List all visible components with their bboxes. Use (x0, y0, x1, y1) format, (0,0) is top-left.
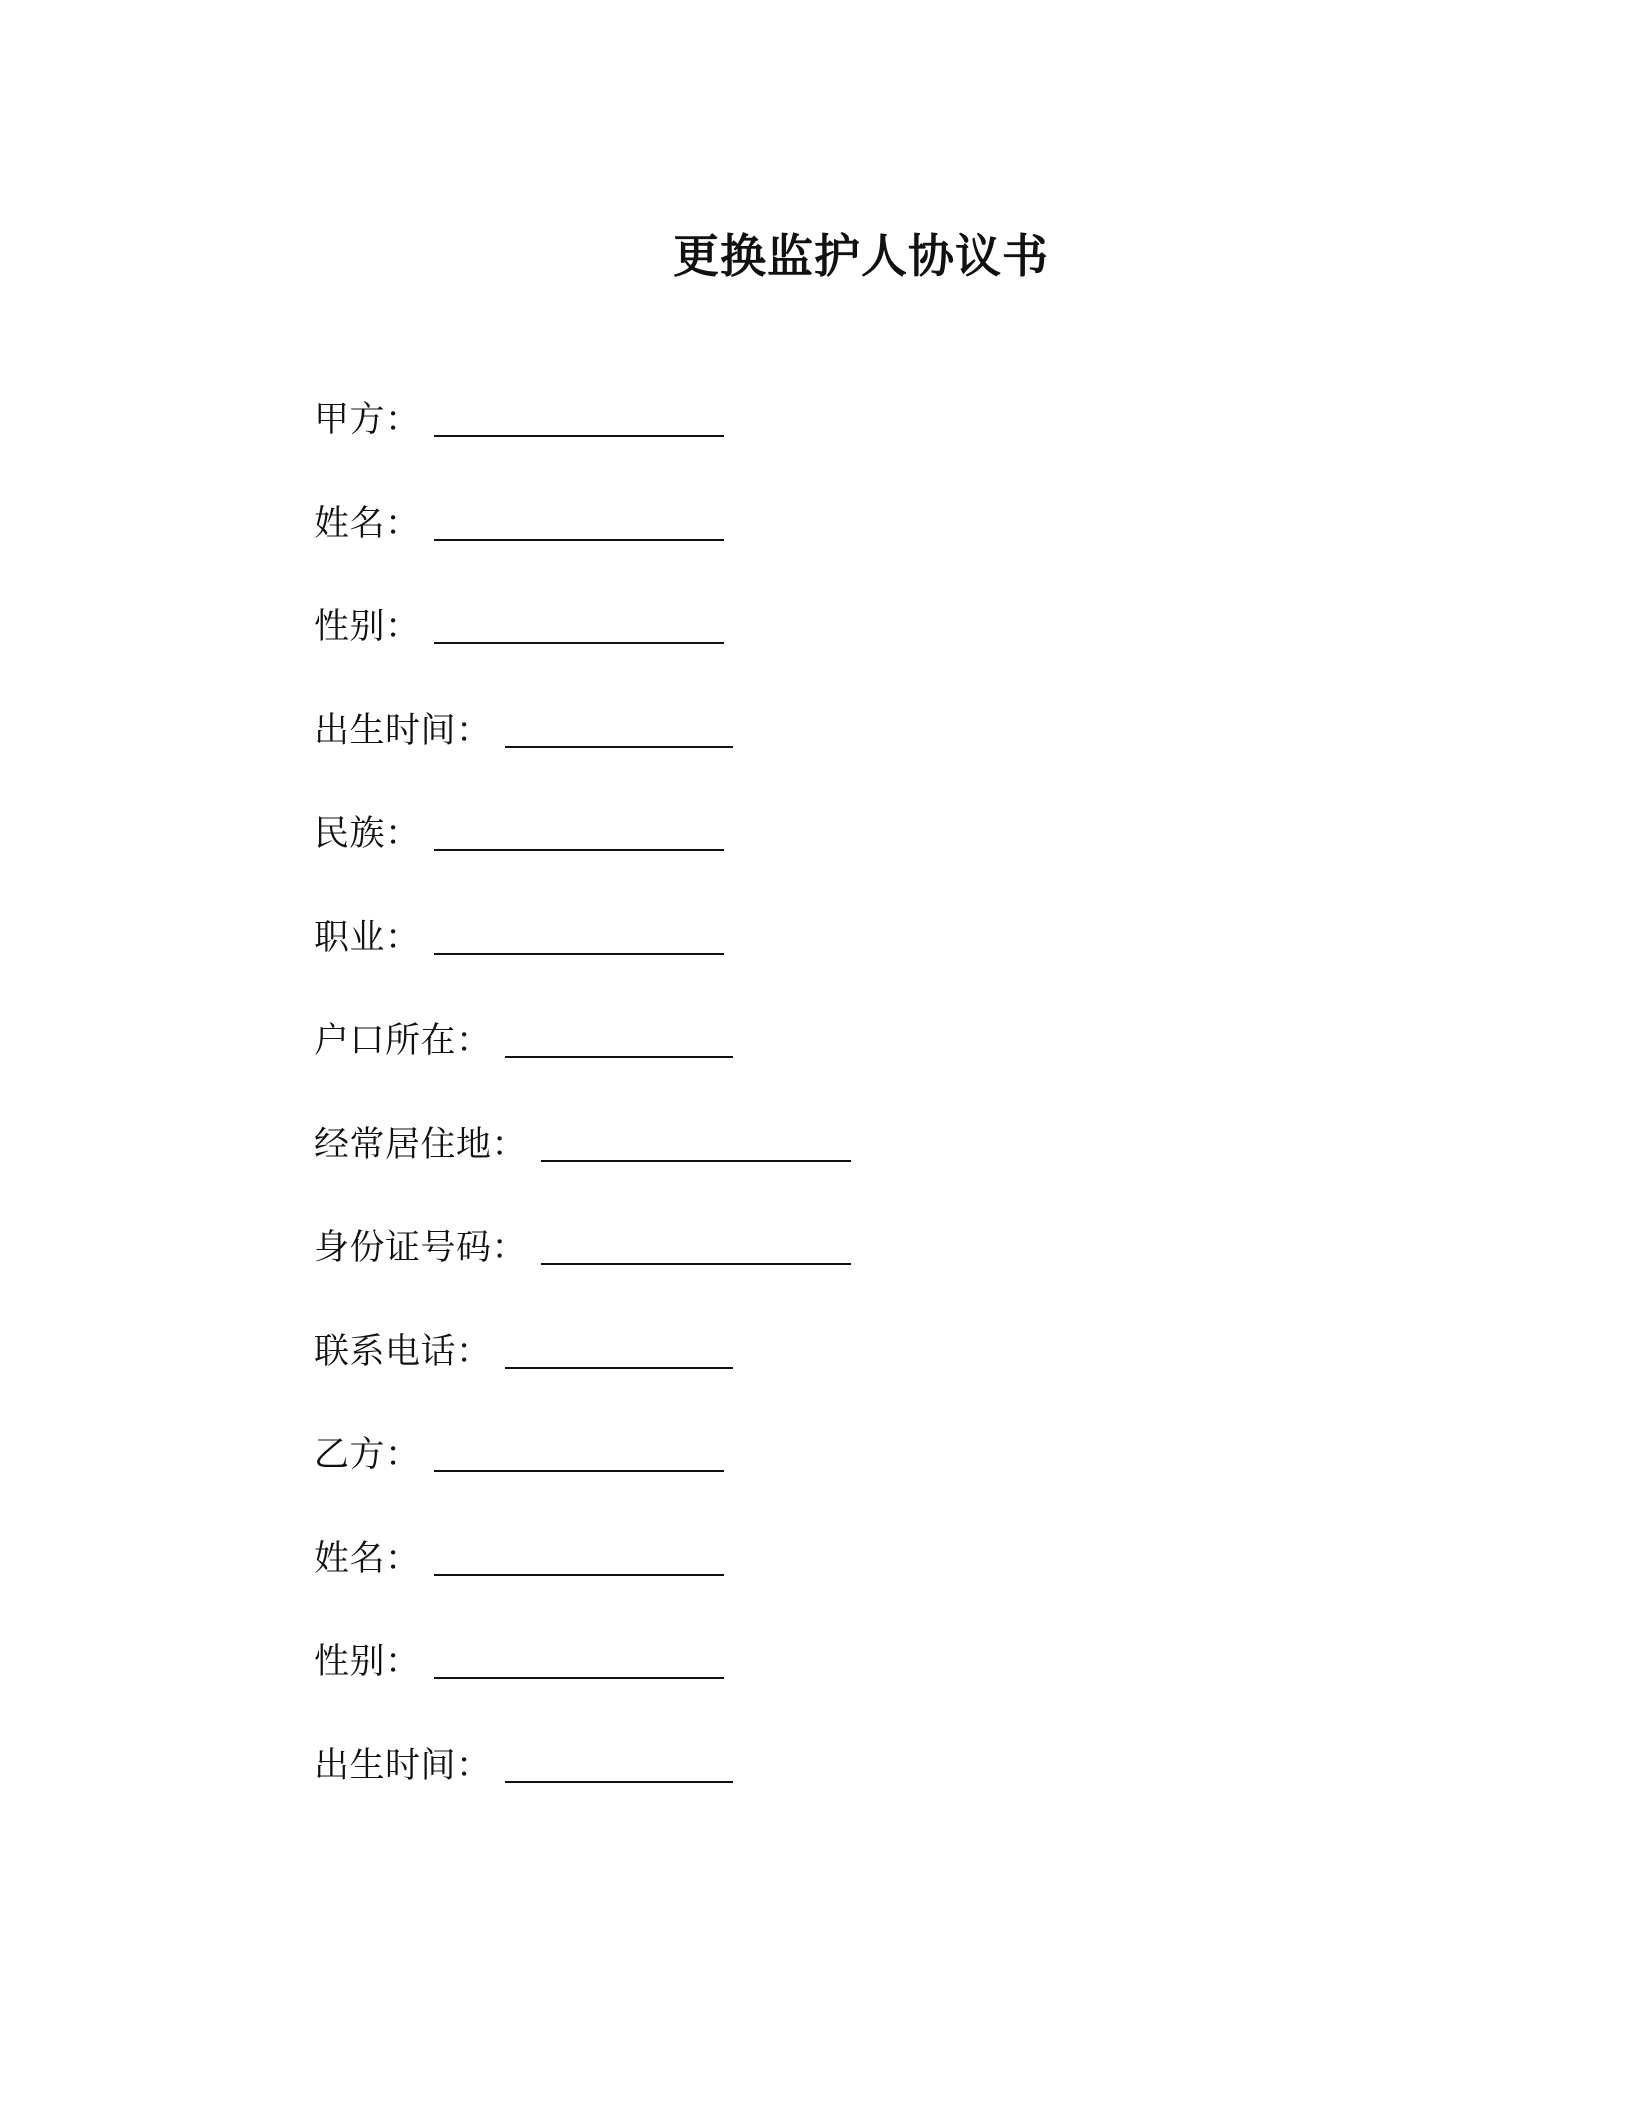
field-colon: ： (385, 400, 421, 440)
field-label: 姓名 (314, 503, 386, 544)
fill-in-blank[interactable] (505, 716, 733, 748)
field-birth-time (314, 703, 1314, 807)
field-label: 乙方 (314, 1435, 386, 1475)
fill-in-blank[interactable] (434, 1544, 724, 1576)
field-colon: ： (385, 814, 421, 854)
field-colon: ： (491, 1124, 527, 1165)
field-colon: ： (385, 1435, 421, 1475)
fill-in-blank[interactable] (434, 1647, 724, 1679)
field-name (314, 496, 1314, 600)
field-colon: ： (385, 1538, 421, 1579)
form-fields (314, 392, 1314, 1841)
fill-in-blank[interactable] (505, 1337, 733, 1369)
field-birth-time-b (314, 1738, 1314, 1842)
fill-in-blank[interactable] (434, 819, 724, 851)
field-label: 联系电话 (314, 1331, 457, 1372)
fill-in-blank[interactable] (505, 1026, 733, 1058)
field-colon: ： (491, 1228, 527, 1268)
field-residence (314, 1117, 1314, 1221)
field-occupation (314, 910, 1314, 1014)
fill-in-blank[interactable] (434, 923, 724, 955)
field-colon: ： (385, 1642, 421, 1682)
field-label: 户口所在 (314, 1021, 457, 1061)
field-name-b (314, 1531, 1314, 1635)
field-colon: ： (385, 503, 421, 544)
field-party-b (314, 1427, 1314, 1531)
document-title: 更换监护人协议书 (673, 229, 1049, 283)
field-label: 经常居住地 (314, 1124, 492, 1165)
field-household-registration (314, 1013, 1314, 1117)
fill-in-blank[interactable] (434, 1440, 724, 1472)
fill-in-blank[interactable] (434, 509, 724, 541)
field-label: 甲方 (314, 400, 386, 440)
field-gender (314, 599, 1314, 703)
fill-in-blank[interactable] (434, 405, 724, 437)
field-ethnicity (314, 806, 1314, 910)
field-colon: ： (456, 1745, 492, 1786)
field-id-number (314, 1220, 1314, 1324)
field-colon: ： (456, 1021, 492, 1061)
field-colon: ： (385, 917, 421, 958)
field-colon: ： (456, 1331, 492, 1372)
field-label: 姓名 (314, 1538, 386, 1579)
field-party-a (314, 392, 1314, 496)
field-label: 职业 (314, 917, 386, 958)
field-label: 身份证号码 (314, 1228, 492, 1268)
field-label: 民族 (314, 814, 386, 854)
field-label: 性别 (314, 1642, 386, 1682)
field-label: 出生时间 (314, 710, 457, 751)
field-colon: ： (456, 710, 492, 751)
field-colon: ： (385, 607, 421, 647)
field-phone (314, 1324, 1314, 1428)
field-gender-b (314, 1634, 1314, 1738)
fill-in-blank[interactable] (505, 1751, 733, 1783)
field-label: 出生时间 (314, 1745, 457, 1786)
field-label: 性别 (314, 607, 386, 647)
fill-in-blank[interactable] (541, 1233, 851, 1265)
fill-in-blank[interactable] (541, 1130, 851, 1162)
fill-in-blank[interactable] (434, 612, 724, 644)
